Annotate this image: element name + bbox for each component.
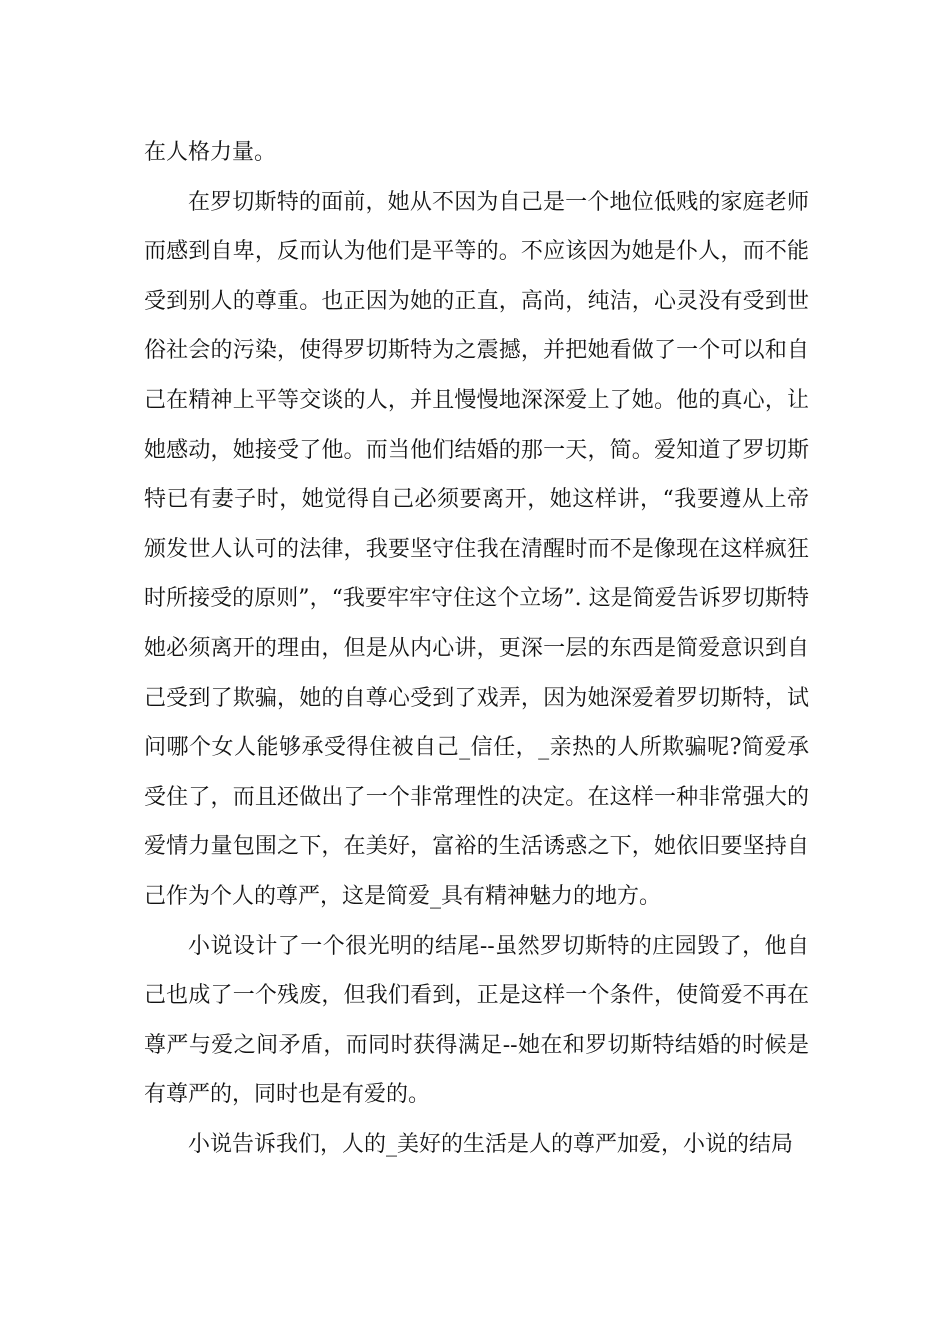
paragraph-ending: 小说设计了一个很光明的结尾--虽然罗切斯特的庄园毁了，他自己也成了一个残废，但我们看到，正是这样一个条件，使简爱不再在尊严与爱之间矛盾，而同时获得满足--她在和罗切斯特结婚的时候是有尊严的，同时也是有爱的。: [144, 933, 809, 1108]
document-body: [144, 128, 809, 1169]
paragraph-rochester-equality: 在罗切斯特的面前，她从不因为自己是一个地位低贱的家庭老师而感到自卑，反而认为他们是平等的。不应该因为她是仆人，而不能受到别人的尊重。也正因为她的正直，高尚，纯洁，心灵没有受到世俗社会的污染，使得罗切斯特为之震撼，并把她看做了一个可以和自己在精神上平等交谈的人，并且慢慢地深深爱上了她。他的真心，让她感动，她接受了他。而当他们结婚的那一天，简。爱知道了罗切斯特已有妻子时，她觉得自己必须要离开，她这样讲，“我要遵从上帝颁发世人认可的法律，我要坚守住我在清醒时而不是像现在这样疯狂时所接受的原则”，“我要牢牢守住这个立场”. 这是简爱告诉罗切斯特她必须离开的理由，但是从内心讲，更深一层的东西是简爱意识到自己受到了欺骗，她的自尊心受到了戏弄，因为她深爱着罗切斯特，试问哪个女人能够承受得住被自己_信任，_亲热的人所欺骗呢?简爱承受住了，而且还做出了一个非常理性的决定。在这样一种非常强大的爱情力量包围之下，在美好，富裕的生活诱惑之下，她依旧要坚持自己作为个人的尊严，这是简爱_具有精神魅力的地方。: [144, 189, 809, 909]
paragraph-conclusion: 小说告诉我们，人的_美好的生活是人的尊严加爱，小说的结局: [188, 1131, 794, 1157]
paragraph-continuation: 在人格力量。: [144, 140, 277, 165]
